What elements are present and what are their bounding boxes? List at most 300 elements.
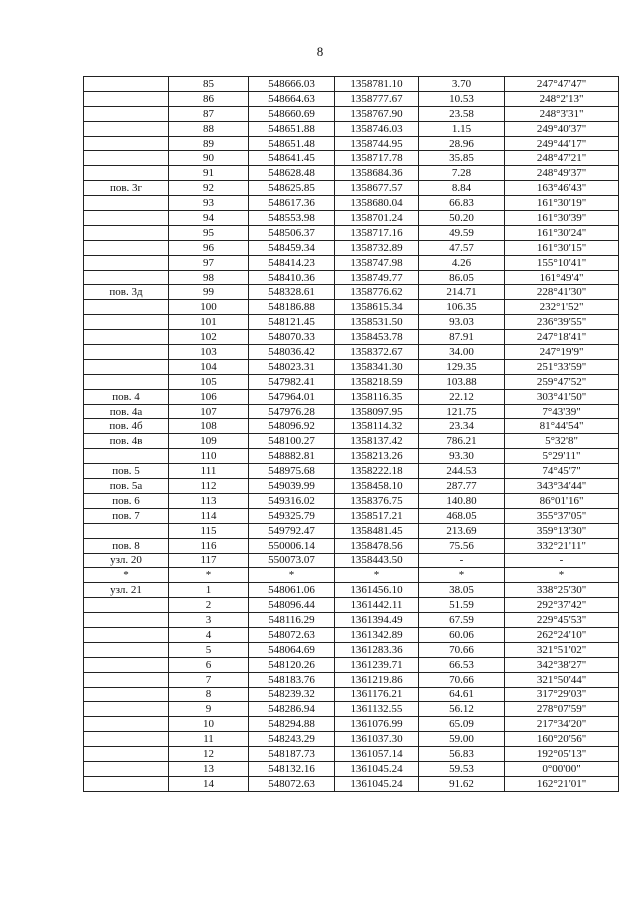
distance-cell: 129.35: [419, 359, 505, 374]
x-coordinate-cell: 548410.36: [249, 270, 335, 285]
point-number-cell: 107: [169, 404, 249, 419]
turn-label-cell: [84, 776, 169, 791]
y-coordinate-cell: 1358114.32: [335, 419, 419, 434]
distance-cell: 10.53: [419, 91, 505, 106]
y-coordinate-cell: 1358701.24: [335, 211, 419, 226]
x-coordinate-cell: 548121.45: [249, 315, 335, 330]
point-number-cell: 109: [169, 434, 249, 449]
x-coordinate-cell: 548628.48: [249, 166, 335, 181]
table-row: [84, 568, 619, 583]
y-coordinate-cell: 1358517.21: [335, 508, 419, 523]
point-number-cell: 99: [169, 285, 249, 300]
turn-label-cell: [84, 657, 169, 672]
bearing-cell: 343°34'44": [505, 479, 619, 494]
point-number-cell: 95: [169, 225, 249, 240]
bearing-cell: 317°29'03": [505, 687, 619, 702]
turn-label-cell: пов. 4в: [84, 434, 169, 449]
point-number-cell: 6: [169, 657, 249, 672]
table-row: [84, 702, 619, 717]
x-coordinate-cell: 548239.32: [249, 687, 335, 702]
distance-cell: 244.53: [419, 464, 505, 479]
x-coordinate-cell: 548294.88: [249, 717, 335, 732]
turn-label-cell: [84, 255, 169, 270]
table-row: [84, 151, 619, 166]
table-row: [84, 91, 619, 106]
table-row: [84, 77, 619, 92]
distance-cell: 38.05: [419, 583, 505, 598]
y-coordinate-cell: 1358777.67: [335, 91, 419, 106]
point-number-cell: 108: [169, 419, 249, 434]
x-coordinate-cell: 548036.42: [249, 345, 335, 360]
point-number-cell: 90: [169, 151, 249, 166]
distance-cell: 67.59: [419, 613, 505, 628]
bearing-cell: 338°25'30": [505, 583, 619, 598]
table-row: [84, 717, 619, 732]
x-coordinate-cell: *: [249, 568, 335, 583]
x-coordinate-cell: 548664.63: [249, 91, 335, 106]
table-row: [84, 449, 619, 464]
point-number-cell: 2: [169, 598, 249, 613]
x-coordinate-cell: 548120.26: [249, 657, 335, 672]
turn-label-cell: [84, 151, 169, 166]
turn-label-cell: [84, 374, 169, 389]
turn-label-cell: [84, 702, 169, 717]
turn-label-cell: пов. 8: [84, 538, 169, 553]
bearing-cell: 155°10'41": [505, 255, 619, 270]
x-coordinate-cell: 548553.98: [249, 211, 335, 226]
table-row: [84, 776, 619, 791]
point-number-cell: 4: [169, 627, 249, 642]
x-coordinate-cell: 548328.61: [249, 285, 335, 300]
bearing-cell: 74°45'7": [505, 464, 619, 479]
y-coordinate-cell: 1361239.71: [335, 657, 419, 672]
y-coordinate-cell: 1358680.04: [335, 196, 419, 211]
turn-label-cell: [84, 91, 169, 106]
point-number-cell: 104: [169, 359, 249, 374]
x-coordinate-cell: 548651.48: [249, 136, 335, 151]
distance-cell: 287.77: [419, 479, 505, 494]
x-coordinate-cell: 548506.37: [249, 225, 335, 240]
x-coordinate-cell: 548096.44: [249, 598, 335, 613]
bearing-cell: *: [505, 568, 619, 583]
point-number-cell: 93: [169, 196, 249, 211]
table-row: [84, 255, 619, 270]
bearing-cell: 278°07'59": [505, 702, 619, 717]
turn-label-cell: [84, 270, 169, 285]
point-number-cell: 112: [169, 479, 249, 494]
turn-label-cell: [84, 196, 169, 211]
turn-label-cell: [84, 211, 169, 226]
y-coordinate-cell: 1358717.78: [335, 151, 419, 166]
distance-cell: 86.05: [419, 270, 505, 285]
x-coordinate-cell: 548061.06: [249, 583, 335, 598]
bearing-cell: 321°50'44": [505, 672, 619, 687]
point-number-cell: 101: [169, 315, 249, 330]
point-number-cell: 116: [169, 538, 249, 553]
x-coordinate-cell: 548243.29: [249, 732, 335, 747]
turn-label-cell: [84, 449, 169, 464]
y-coordinate-cell: 1358767.90: [335, 106, 419, 121]
distance-cell: 468.05: [419, 508, 505, 523]
distance-cell: 59.53: [419, 761, 505, 776]
turn-label-cell: пов. 6: [84, 493, 169, 508]
y-coordinate-cell: 1361076.99: [335, 717, 419, 732]
distance-cell: 47.57: [419, 240, 505, 255]
turn-label-cell: пов. 3г: [84, 181, 169, 196]
bearing-cell: 249°44'17": [505, 136, 619, 151]
point-number-cell: 88: [169, 121, 249, 136]
bearing-cell: 5°29'11": [505, 449, 619, 464]
turn-label-cell: [84, 642, 169, 657]
point-number-cell: 89: [169, 136, 249, 151]
table-row: [84, 642, 619, 657]
turn-label-cell: пов. 3д: [84, 285, 169, 300]
y-coordinate-cell: 1361132.55: [335, 702, 419, 717]
table-row: [84, 404, 619, 419]
x-coordinate-cell: 548666.03: [249, 77, 335, 92]
y-coordinate-cell: 1358443.50: [335, 553, 419, 568]
bearing-cell: 5°32'8": [505, 434, 619, 449]
x-coordinate-cell: 550006.14: [249, 538, 335, 553]
y-coordinate-cell: 1361283.36: [335, 642, 419, 657]
table-row: [84, 761, 619, 776]
table-row: [84, 389, 619, 404]
y-coordinate-cell: 1358372.67: [335, 345, 419, 360]
x-coordinate-cell: 548186.88: [249, 300, 335, 315]
y-coordinate-cell: 1361456.10: [335, 583, 419, 598]
distance-cell: 213.69: [419, 523, 505, 538]
x-coordinate-cell: 548023.31: [249, 359, 335, 374]
point-number-cell: 103: [169, 345, 249, 360]
distance-cell: 214.71: [419, 285, 505, 300]
bearing-cell: 161°49'4": [505, 270, 619, 285]
turn-label-cell: *: [84, 568, 169, 583]
distance-cell: 140.80: [419, 493, 505, 508]
table-row: [84, 538, 619, 553]
distance-cell: 34.00: [419, 345, 505, 360]
distance-cell: 28.96: [419, 136, 505, 151]
table-row: [84, 374, 619, 389]
point-number-cell: 111: [169, 464, 249, 479]
turn-label-cell: [84, 613, 169, 628]
x-coordinate-cell: 550073.07: [249, 553, 335, 568]
distance-cell: 66.83: [419, 196, 505, 211]
y-coordinate-cell: 1358376.75: [335, 493, 419, 508]
turn-label-cell: [84, 672, 169, 687]
bearing-cell: 248°47'21": [505, 151, 619, 166]
turn-label-cell: узл. 21: [84, 583, 169, 598]
turn-label-cell: [84, 106, 169, 121]
point-number-cell: *: [169, 568, 249, 583]
table-row: [84, 627, 619, 642]
distance-cell: 35.85: [419, 151, 505, 166]
bearing-cell: 251°33'59": [505, 359, 619, 374]
y-coordinate-cell: *: [335, 568, 419, 583]
x-coordinate-cell: 548414.23: [249, 255, 335, 270]
bearing-cell: 248°3'31": [505, 106, 619, 121]
bearing-cell: 163°46'43": [505, 181, 619, 196]
distance-cell: 3.70: [419, 77, 505, 92]
turn-label-cell: пов. 4: [84, 389, 169, 404]
distance-cell: -: [419, 553, 505, 568]
x-coordinate-cell: 548459.34: [249, 240, 335, 255]
table-row: [84, 508, 619, 523]
point-number-cell: 10: [169, 717, 249, 732]
turn-label-cell: пов. 7: [84, 508, 169, 523]
turn-label-cell: [84, 359, 169, 374]
distance-cell: 23.34: [419, 419, 505, 434]
y-coordinate-cell: 1358478.56: [335, 538, 419, 553]
turn-label-cell: [84, 166, 169, 181]
y-coordinate-cell: 1358747.98: [335, 255, 419, 270]
table-row: [84, 240, 619, 255]
table-row: [84, 583, 619, 598]
y-coordinate-cell: 1358749.77: [335, 270, 419, 285]
bearing-cell: 247°47'47": [505, 77, 619, 92]
bearing-cell: 192°05'13": [505, 747, 619, 762]
turn-label-cell: [84, 121, 169, 136]
distance-cell: 87.91: [419, 330, 505, 345]
distance-cell: 70.66: [419, 642, 505, 657]
bearing-cell: 161°30'24": [505, 225, 619, 240]
page-number: 8: [316, 44, 324, 59]
table-row: [84, 315, 619, 330]
table-row: [84, 553, 619, 568]
turn-label-cell: пов. 5а: [84, 479, 169, 494]
x-coordinate-cell: 549316.02: [249, 493, 335, 508]
y-coordinate-cell: 1358677.57: [335, 181, 419, 196]
distance-cell: 49.59: [419, 225, 505, 240]
y-coordinate-cell: 1358458.10: [335, 479, 419, 494]
point-number-cell: 97: [169, 255, 249, 270]
bearing-cell: -: [505, 553, 619, 568]
y-coordinate-cell: 1361176.21: [335, 687, 419, 702]
table-row: [84, 434, 619, 449]
bearing-cell: 161°30'15": [505, 240, 619, 255]
point-number-cell: 94: [169, 211, 249, 226]
turn-label-cell: [84, 345, 169, 360]
table-row: [84, 211, 619, 226]
y-coordinate-cell: 1358684.36: [335, 166, 419, 181]
turn-label-cell: [84, 717, 169, 732]
distance-cell: 106.35: [419, 300, 505, 315]
table-row: [84, 106, 619, 121]
turn-label-cell: [84, 225, 169, 240]
x-coordinate-cell: 549325.79: [249, 508, 335, 523]
y-coordinate-cell: 1361037.30: [335, 732, 419, 747]
bearing-cell: 162°21'01": [505, 776, 619, 791]
x-coordinate-cell: 548286.94: [249, 702, 335, 717]
bearing-cell: 303°41'50": [505, 389, 619, 404]
bearing-cell: 359°13'30": [505, 523, 619, 538]
table-row: [84, 300, 619, 315]
y-coordinate-cell: 1358781.10: [335, 77, 419, 92]
table-row: [84, 181, 619, 196]
turn-label-cell: пов. 4б: [84, 419, 169, 434]
y-coordinate-cell: 1358213.26: [335, 449, 419, 464]
turn-label-cell: [84, 747, 169, 762]
distance-cell: *: [419, 568, 505, 583]
y-coordinate-cell: 1358746.03: [335, 121, 419, 136]
point-number-cell: 114: [169, 508, 249, 523]
distance-cell: 22.12: [419, 389, 505, 404]
table-row: [84, 687, 619, 702]
table-row: [84, 613, 619, 628]
x-coordinate-cell: 548096.92: [249, 419, 335, 434]
point-number-cell: 85: [169, 77, 249, 92]
turn-label-cell: [84, 300, 169, 315]
turn-label-cell: [84, 240, 169, 255]
table-row: [84, 747, 619, 762]
y-coordinate-cell: 1358222.18: [335, 464, 419, 479]
y-coordinate-cell: 1358744.95: [335, 136, 419, 151]
turn-label-cell: [84, 523, 169, 538]
y-coordinate-cell: 1358341.30: [335, 359, 419, 374]
point-number-cell: 91: [169, 166, 249, 181]
table-row: [84, 330, 619, 345]
bearing-cell: 228°41'30": [505, 285, 619, 300]
distance-cell: 50.20: [419, 211, 505, 226]
point-number-cell: 98: [169, 270, 249, 285]
point-number-cell: 117: [169, 553, 249, 568]
turn-label-cell: пов. 4а: [84, 404, 169, 419]
coordinates-table: [83, 76, 619, 792]
turn-label-cell: [84, 732, 169, 747]
table-row: [84, 493, 619, 508]
y-coordinate-cell: 1358453.78: [335, 330, 419, 345]
bearing-cell: 259°47'52": [505, 374, 619, 389]
point-number-cell: 115: [169, 523, 249, 538]
turn-label-cell: [84, 315, 169, 330]
x-coordinate-cell: 548064.69: [249, 642, 335, 657]
bearing-cell: 332°21'11": [505, 538, 619, 553]
table-row: [84, 672, 619, 687]
bearing-cell: 248°2'13": [505, 91, 619, 106]
distance-cell: 23.58: [419, 106, 505, 121]
turn-label-cell: [84, 330, 169, 345]
x-coordinate-cell: 548100.27: [249, 434, 335, 449]
table-row: [84, 359, 619, 374]
bearing-cell: 249°40'37": [505, 121, 619, 136]
turn-label-cell: [84, 687, 169, 702]
distance-cell: 786.21: [419, 434, 505, 449]
distance-cell: 103.88: [419, 374, 505, 389]
table-row: [84, 166, 619, 181]
x-coordinate-cell: 548882.81: [249, 449, 335, 464]
point-number-cell: 87: [169, 106, 249, 121]
y-coordinate-cell: 1361045.24: [335, 761, 419, 776]
bearing-cell: 342°38'27": [505, 657, 619, 672]
distance-cell: 7.28: [419, 166, 505, 181]
turn-label-cell: узл. 20: [84, 553, 169, 568]
y-coordinate-cell: 1361057.14: [335, 747, 419, 762]
distance-cell: 56.12: [419, 702, 505, 717]
bearing-cell: 0°00'00": [505, 761, 619, 776]
x-coordinate-cell: 548072.63: [249, 776, 335, 791]
table-body: [84, 77, 619, 792]
y-coordinate-cell: 1358615.34: [335, 300, 419, 315]
distance-cell: 56.83: [419, 747, 505, 762]
x-coordinate-cell: 548132.16: [249, 761, 335, 776]
x-coordinate-cell: 547964.01: [249, 389, 335, 404]
y-coordinate-cell: 1358137.42: [335, 434, 419, 449]
point-number-cell: 3: [169, 613, 249, 628]
table-row: [84, 136, 619, 151]
distance-cell: 75.56: [419, 538, 505, 553]
distance-cell: 4.26: [419, 255, 505, 270]
y-coordinate-cell: 1358116.35: [335, 389, 419, 404]
x-coordinate-cell: 548187.73: [249, 747, 335, 762]
y-coordinate-cell: 1358717.16: [335, 225, 419, 240]
bearing-cell: 262°24'10": [505, 627, 619, 642]
bearing-cell: 7°43'39": [505, 404, 619, 419]
x-coordinate-cell: 548070.33: [249, 330, 335, 345]
point-number-cell: 86: [169, 91, 249, 106]
bearing-cell: 292°37'42": [505, 598, 619, 613]
bearing-cell: 81°44'54": [505, 419, 619, 434]
distance-cell: 70.66: [419, 672, 505, 687]
y-coordinate-cell: 1361394.49: [335, 613, 419, 628]
y-coordinate-cell: 1358732.89: [335, 240, 419, 255]
bearing-cell: 321°51'02": [505, 642, 619, 657]
table-row: [84, 523, 619, 538]
distance-cell: 8.84: [419, 181, 505, 196]
bearing-cell: 161°30'19": [505, 196, 619, 211]
y-coordinate-cell: 1358531.50: [335, 315, 419, 330]
point-number-cell: 13: [169, 761, 249, 776]
distance-cell: 66.53: [419, 657, 505, 672]
bearing-cell: 161°30'39": [505, 211, 619, 226]
y-coordinate-cell: 1361045.24: [335, 776, 419, 791]
point-number-cell: 113: [169, 493, 249, 508]
point-number-cell: 1: [169, 583, 249, 598]
distance-cell: 121.75: [419, 404, 505, 419]
x-coordinate-cell: 548660.69: [249, 106, 335, 121]
x-coordinate-cell: 548625.85: [249, 181, 335, 196]
y-coordinate-cell: 1358097.95: [335, 404, 419, 419]
point-number-cell: 8: [169, 687, 249, 702]
table-row: [84, 225, 619, 240]
point-number-cell: 96: [169, 240, 249, 255]
point-number-cell: 105: [169, 374, 249, 389]
turn-label-cell: [84, 761, 169, 776]
distance-cell: 91.62: [419, 776, 505, 791]
x-coordinate-cell: 548617.36: [249, 196, 335, 211]
x-coordinate-cell: 548116.29: [249, 613, 335, 628]
point-number-cell: 9: [169, 702, 249, 717]
turn-label-cell: пов. 5: [84, 464, 169, 479]
table-row: [84, 598, 619, 613]
y-coordinate-cell: 1361219.86: [335, 672, 419, 687]
bearing-cell: 248°49'37": [505, 166, 619, 181]
table-row: [84, 479, 619, 494]
point-number-cell: 7: [169, 672, 249, 687]
point-number-cell: 106: [169, 389, 249, 404]
y-coordinate-cell: 1361342.89: [335, 627, 419, 642]
x-coordinate-cell: 548183.76: [249, 672, 335, 687]
bearing-cell: 86°01'16": [505, 493, 619, 508]
y-coordinate-cell: 1358218.59: [335, 374, 419, 389]
x-coordinate-cell: 548072.63: [249, 627, 335, 642]
point-number-cell: 12: [169, 747, 249, 762]
turn-label-cell: [84, 627, 169, 642]
table-row: [84, 196, 619, 211]
x-coordinate-cell: 547976.28: [249, 404, 335, 419]
x-coordinate-cell: 548641.45: [249, 151, 335, 166]
point-number-cell: 100: [169, 300, 249, 315]
point-number-cell: 14: [169, 776, 249, 791]
distance-cell: 93.03: [419, 315, 505, 330]
